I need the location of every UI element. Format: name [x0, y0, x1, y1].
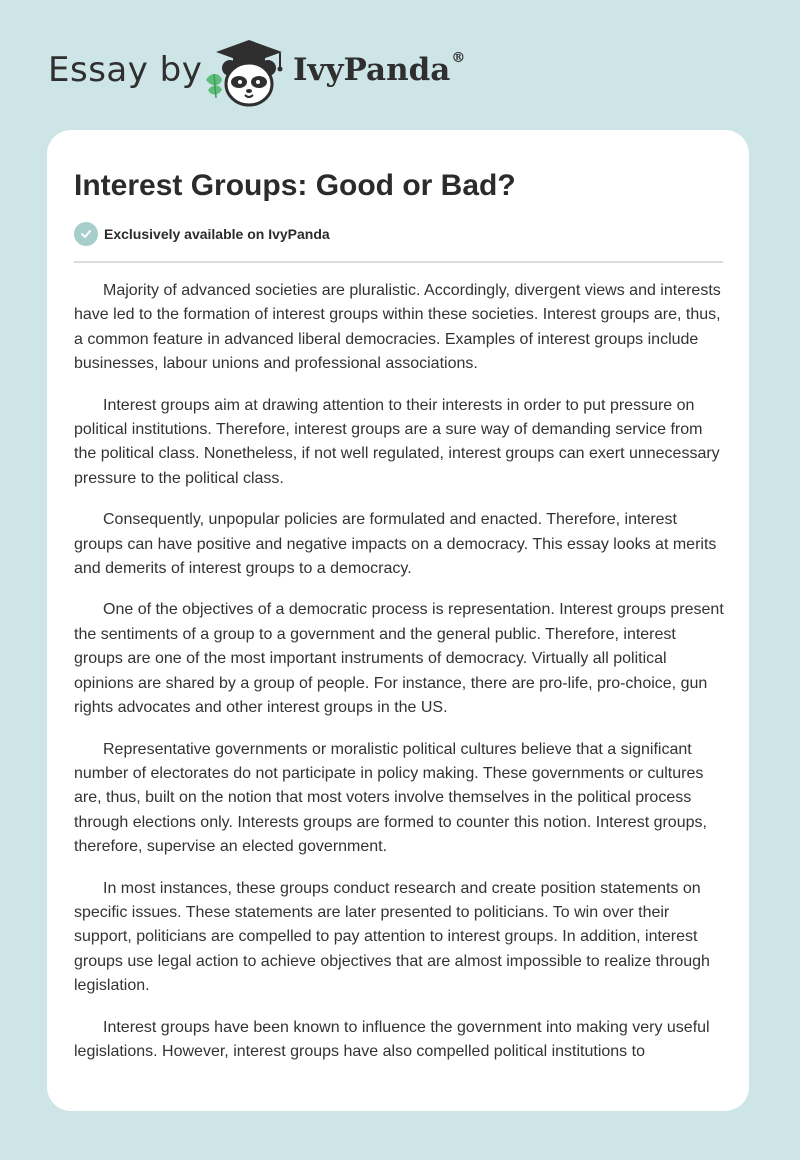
paragraph: Majority of advanced societies are pluralistic. Accordingly, divergent views and interests have led to the formation of interest groups within these societies. Interest groups are, thus, a common feature in advanced liberal democracies. Examples of interest groups include businesses, labour unions and professional associations.: [74, 282, 721, 373]
exclusive-badge-text: Exclusively available on IvyPanda: [104, 226, 330, 242]
paragraph: One of the objectives of a democratic process is representation. Interest groups present the sentiments of a group to a government and the general public. Therefore, interest groups are one of the most important instruments of democracy. Virtually all political opinions are shared by a group of people. For instance, there are pro-life, pro-choice, gun rights advocates and other interest groups in the US.: [74, 601, 724, 717]
check-circle-icon: [74, 222, 98, 246]
brand-name[interactable]: [293, 52, 464, 88]
paragraph: In most instances, these groups conduct research and create position statements on specific issues. These statements are later presented to politicians. To win over their support, politicians are compelled to pay attention to interest groups. In addition, interest groups use legal action to achieve objectives that are almost impossible to realize through legislation.: [74, 879, 710, 995]
paragraph: Interest groups aim at drawing attention to their interests in order to put pressure on political institutions. Therefore, interest groups are a sure way of demanding service from the political class. Nonetheless, if not well regulated, interest groups can exert unnecessary pressure to the political class.: [74, 396, 720, 487]
registered-mark: ®: [451, 50, 466, 66]
essay-body: [74, 279, 725, 1081]
essay-card: [47, 130, 749, 1111]
exclusive-badge: [74, 222, 330, 246]
site-header: [0, 0, 800, 130]
page-title: Interest Groups: Good or Bad?: [74, 169, 516, 202]
paragraph: Representative governments or moralistic political cultures believe that a significant number of electorates do not participate in policy making. These governments or cultures are, thus, built on the notion that most voters involve themselves in the political process through elections only. Interests groups are formed to counter this notion. Interest groups, therefore, supervise an elected government.: [74, 740, 707, 856]
paragraph: Consequently, unpopular policies are formulated and enacted. Therefore, interest groups can have positive and negative impacts on a democracy. This essay looks at merits and demerits of interest groups to a democracy.: [74, 511, 717, 578]
brand-text: IvyPanda: [293, 52, 451, 88]
panda-logo-icon: [200, 34, 290, 110]
paragraph: Interest groups have been known to influence the government into making very useful legislations. However, interest groups have also compelled political institutions to: [74, 1018, 710, 1060]
essay-by-label: Essay by: [48, 50, 203, 90]
title-divider: [74, 261, 723, 263]
